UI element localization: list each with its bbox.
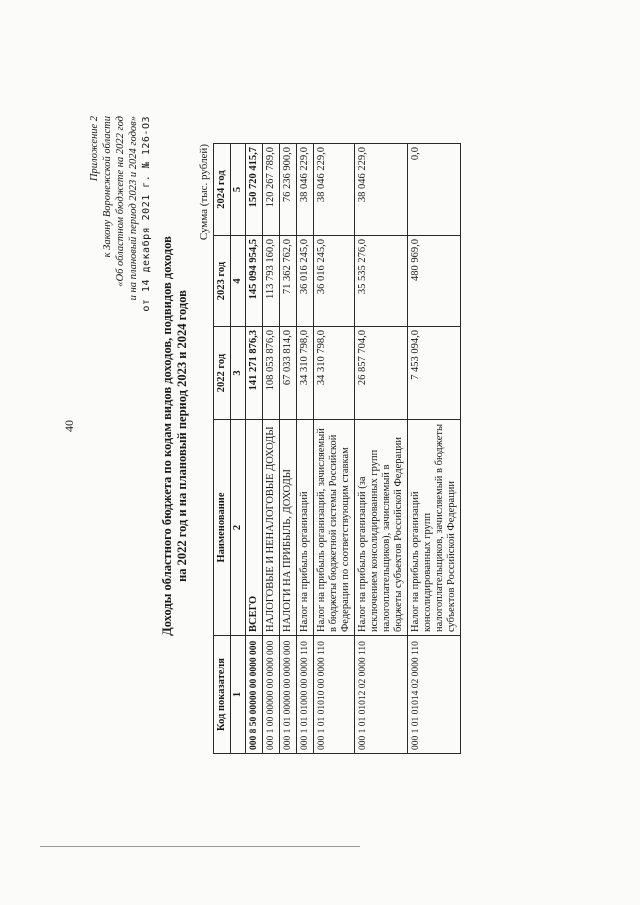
header-name: Наименование [214, 420, 231, 636]
row-code: 000 1 01 01010 00 0000 110 [314, 636, 355, 754]
row-value-2023: 113 793 160,0 [263, 236, 280, 327]
table-row [280, 144, 297, 754]
index-cell: 2 [231, 420, 246, 636]
table-header-row [214, 144, 231, 754]
footer-divider [40, 846, 360, 847]
header-2023: 2023 год [214, 236, 231, 327]
row-value-2024: 38 046 229,0 [297, 144, 314, 236]
row-code: 000 1 01 01000 00 0000 110 [297, 636, 314, 754]
index-cell: 4 [231, 236, 246, 327]
page-number: 40 [62, 420, 76, 432]
appendix-header [88, 116, 153, 312]
document-title-line-2: на 2022 год и на плановый период 2023 и 2024 годов [175, 290, 189, 582]
row-code: 000 1 01 00000 00 0000 000 [280, 636, 297, 754]
appendix-line-3: и на плановый период 2023 и 2024 годов» [128, 116, 139, 301]
header-2022: 2022 год [214, 327, 231, 420]
row-value-2023: 145 094 954,5 [246, 236, 263, 327]
table-index-row [231, 144, 246, 754]
table-row [408, 144, 461, 754]
row-code: 000 1 01 01012 02 0000 110 [355, 636, 408, 754]
row-value-2023: 71 362 762,0 [280, 236, 297, 327]
row-name: НАЛОГОВЫЕ И НЕНАЛОГОВЫЕ ДОХОДЫ [263, 420, 280, 636]
table-row [355, 144, 408, 754]
row-name: Налог на прибыль организаций (за исключением консолидированных групп налогоплательщиков), зачисляемый в бюджеты субъектов Российской Федерации [355, 420, 408, 636]
table-row [314, 144, 355, 754]
row-value-2023: 35 535 276,0 [355, 236, 408, 327]
row-value-2024: 120 267 789,0 [263, 144, 280, 236]
document-title-line-1: Доходы областного бюджета по кодам видов доходов, подвидов доходов [160, 236, 174, 636]
revenue-table [213, 143, 461, 754]
row-name: Налог на прибыль организаций, зачисляемый в бюджеты бюджетной системы Российской Федерации по соответствующим ставкам [314, 420, 355, 636]
row-value-2022: 141 271 876,3 [246, 327, 263, 420]
row-value-2022: 34 310 798,0 [297, 327, 314, 420]
row-value-2023: 36 016 245,0 [297, 236, 314, 327]
row-value-2022: 7 453 094,0 [408, 327, 461, 420]
document-title [160, 116, 190, 756]
row-name: Налог на прибыль организаций [297, 420, 314, 636]
appendix-title: Приложение 2 [89, 116, 100, 182]
row-value-2024: 38 046 229,0 [314, 144, 355, 236]
row-value-2023: 36 016 245,0 [314, 236, 355, 327]
header-code: Код показателя [214, 636, 231, 754]
row-code: 000 1 01 01014 02 0000 110 [408, 636, 461, 754]
header-2024: 2024 год [214, 144, 231, 236]
table-row [263, 144, 280, 754]
index-cell: 5 [231, 144, 246, 236]
row-value-2024: 0,0 [408, 144, 461, 236]
row-value-2022: 34 310 798,0 [314, 327, 355, 420]
row-value-2024: 150 720 415,7 [246, 144, 263, 236]
row-name: Налог на прибыль организаций консолидированных групп налогоплательщиков, зачисляемый в бюджеты субъектов Российской Федерации [408, 420, 461, 636]
law-reference: от 14 декабря 2021 г. № 126-ОЗ [141, 116, 152, 312]
appendix-line-2: «Об областном бюджете на 2022 год [115, 116, 126, 287]
rotated-document-page [30, 46, 486, 806]
units-label: Сумма (тыс. рублей) [198, 144, 210, 241]
table-row [297, 144, 314, 754]
appendix-line-1: к Закону Воронежской области [102, 116, 113, 258]
index-cell: 1 [231, 636, 246, 754]
row-value-2022: 108 053 876,0 [263, 327, 280, 420]
row-value-2024: 76 236 900,0 [280, 144, 297, 236]
row-name: ВСЕГО [246, 420, 263, 636]
row-value-2022: 26 857 704,0 [355, 327, 408, 420]
row-value-2023: 480 969,0 [408, 236, 461, 327]
table-row-total [246, 144, 263, 754]
row-code: 000 8 50 00000 00 0000 000 [246, 636, 263, 754]
row-name: НАЛОГИ НА ПРИБЫЛЬ, ДОХОДЫ [280, 420, 297, 636]
index-cell: 3 [231, 327, 246, 420]
row-code: 000 1 00 00000 00 0000 000 [263, 636, 280, 754]
row-value-2022: 67 033 814,0 [280, 327, 297, 420]
row-value-2024: 38 046 229,0 [355, 144, 408, 236]
